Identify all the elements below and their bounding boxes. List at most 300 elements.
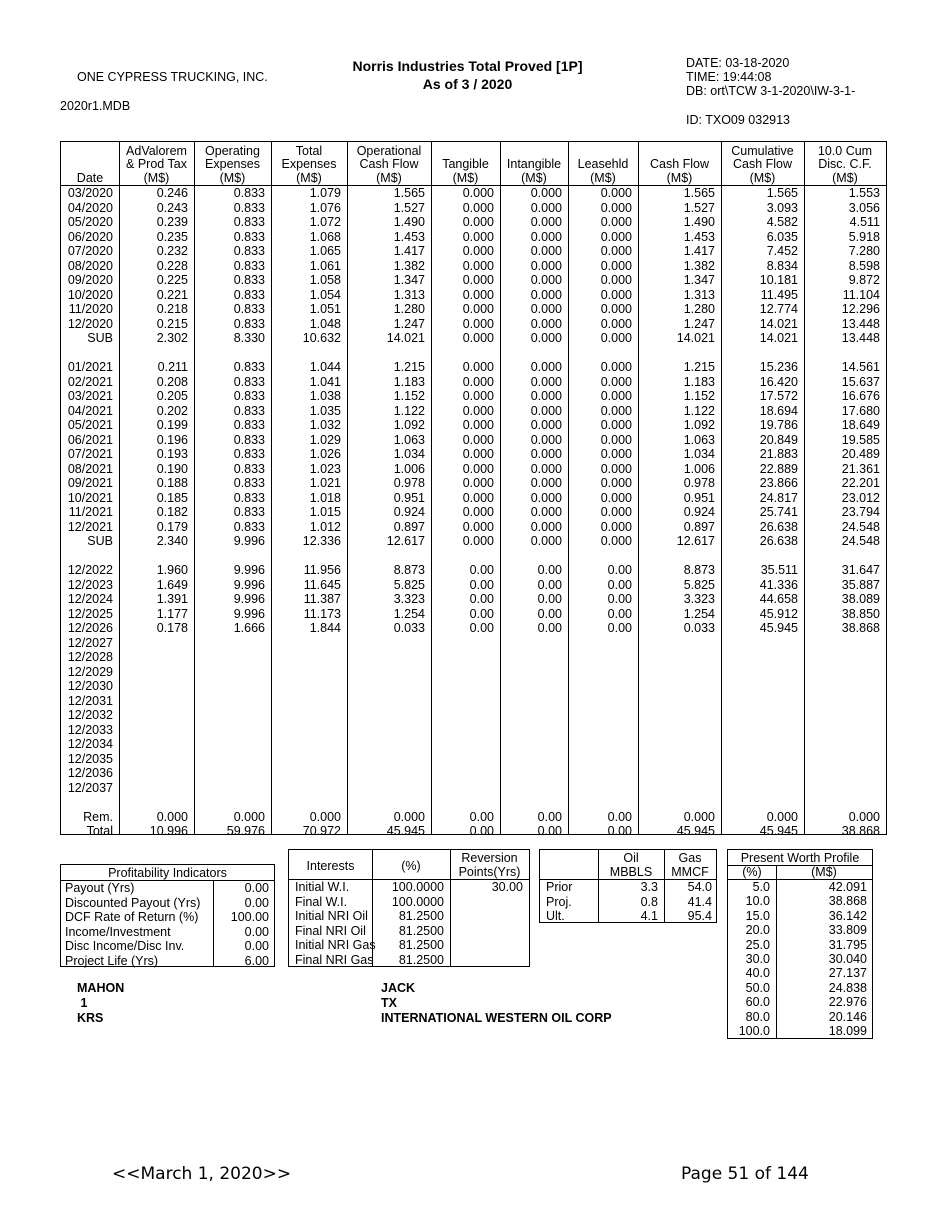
column-header-line: (M$) xyxy=(143,170,170,185)
present-worth-title: Present Worth Profile xyxy=(740,851,860,865)
value-cell: 0.000 xyxy=(600,273,632,287)
present-worth-value: 42.091 xyxy=(828,880,867,894)
table-row xyxy=(61,491,886,506)
value-cell: 0.228 xyxy=(156,258,188,273)
value-cell: 0.000 xyxy=(156,809,188,824)
value-cell: 0.833 xyxy=(233,519,265,534)
column-divider xyxy=(500,142,501,834)
value-cell: 45.945 xyxy=(676,824,715,838)
value-cell: 7.280 xyxy=(848,244,880,258)
date-cell: 12/2031 xyxy=(67,693,113,708)
table-row xyxy=(61,694,886,709)
value-cell: 9.996 xyxy=(233,577,265,592)
value-cell: 0.000 xyxy=(462,302,494,316)
value-cell: 0.000 xyxy=(600,389,632,403)
discount-rate: 5.0 xyxy=(752,880,770,894)
value-cell: 1.044 xyxy=(309,360,341,374)
profitability-title: Profitability Indicators xyxy=(108,866,227,880)
oil-header-line: MBBLS xyxy=(609,865,653,879)
table-row xyxy=(61,621,886,636)
value-cell: 0.239 xyxy=(156,215,188,229)
discount-rate: 40.0 xyxy=(745,966,770,981)
value-cell: 0.00 xyxy=(607,824,632,838)
value-cell: 1.254 xyxy=(683,606,715,621)
value-cell: 3.323 xyxy=(393,592,425,606)
value-cell: 1.015 xyxy=(309,505,341,519)
value-cell: 0.00 xyxy=(607,577,632,592)
value-cell: 0.000 xyxy=(530,519,562,534)
value-cell: 22.889 xyxy=(759,461,798,476)
date-cell: 12/2022 xyxy=(67,563,113,577)
value-cell: 1.417 xyxy=(683,244,715,258)
value-cell: 12.296 xyxy=(841,302,880,316)
date-cell: 11/2020 xyxy=(68,302,113,316)
gas-value: 41.4 xyxy=(687,894,712,909)
value-cell: 1.054 xyxy=(309,287,341,302)
value-cell: 0.833 xyxy=(233,258,265,273)
value-cell: 11.104 xyxy=(842,287,880,302)
value-cell: 38.868 xyxy=(841,621,880,635)
value-cell: 1.177 xyxy=(156,606,188,621)
value-cell: 1.565 xyxy=(766,186,798,200)
table-row xyxy=(61,273,886,288)
value-cell: 0.246 xyxy=(156,186,188,200)
reserve-label: Prior xyxy=(546,880,573,894)
table-row xyxy=(61,636,886,651)
report-title xyxy=(330,57,605,93)
value-cell: 0.833 xyxy=(233,316,265,331)
database-file: 2020r1.MDB xyxy=(60,99,131,113)
table-row xyxy=(61,723,886,738)
value-cell: 21.361 xyxy=(841,461,880,476)
discount-rate: 10.0 xyxy=(745,894,770,909)
subtotal-row xyxy=(61,534,886,549)
value-cell: 1.347 xyxy=(683,273,715,287)
value-cell: 1.079 xyxy=(309,186,341,200)
value-cell: 26.638 xyxy=(759,519,798,534)
value-cell: 1.565 xyxy=(393,186,425,200)
value-cell: 0.243 xyxy=(156,200,188,215)
date-cell: 04/2021 xyxy=(67,403,113,418)
discount-rate: 80.0 xyxy=(745,1009,770,1024)
value-cell: 44.658 xyxy=(759,592,798,606)
value-cell: 1.061 xyxy=(309,258,341,273)
value-cell: 9.872 xyxy=(848,273,880,287)
value-cell: 16.676 xyxy=(841,389,880,403)
value-cell: 0.000 xyxy=(600,331,632,345)
value-cell: 6.035 xyxy=(766,229,798,244)
value-cell: 0.000 xyxy=(462,229,494,244)
value-cell: 0.833 xyxy=(233,360,265,374)
value-cell: 0.00 xyxy=(607,563,632,577)
value-cell: 1.527 xyxy=(393,200,425,215)
value-cell: 1.417 xyxy=(393,244,425,258)
value-cell: 19.585 xyxy=(841,432,880,447)
table-row xyxy=(61,215,886,230)
value-cell: 0.000 xyxy=(530,244,562,258)
page-number: Page 51 of 144 xyxy=(681,1164,809,1184)
value-cell: 16.420 xyxy=(759,374,798,389)
column-header-line xyxy=(464,145,467,159)
remaining-row xyxy=(61,810,886,825)
column-header-line: & Prod Tax xyxy=(126,157,187,171)
report-date: DATE: 03-18-2020 xyxy=(686,56,790,70)
value-cell: 24.548 xyxy=(841,519,880,534)
column-header-line: (M$) xyxy=(832,170,858,185)
value-cell: 1.215 xyxy=(683,360,715,374)
table-row xyxy=(61,737,886,752)
column-header-line: (M$) xyxy=(452,170,479,185)
value-cell: 0.833 xyxy=(233,389,265,403)
value-cell: 26.638 xyxy=(759,534,798,548)
discount-rate: 20.0 xyxy=(745,923,770,938)
date-cell: 01/2021 xyxy=(67,360,113,374)
value-cell: 0.232 xyxy=(156,244,188,258)
value-cell: 15.236 xyxy=(759,360,798,374)
value-cell: 0.00 xyxy=(607,621,632,635)
value-cell: 14.561 xyxy=(841,360,880,374)
value-cell: 10.996 xyxy=(149,824,188,838)
value-cell: 0.000 xyxy=(530,258,562,273)
value-cell: 24.817 xyxy=(759,490,798,505)
value-cell: 0.833 xyxy=(233,432,265,447)
interest-percent: 81.2500 xyxy=(398,909,444,923)
report-time: TIME: 19:44:08 xyxy=(686,70,772,84)
date-cell: 12/2021 xyxy=(67,519,113,534)
value-cell: 0.924 xyxy=(393,505,425,519)
column-header xyxy=(61,143,119,185)
value-cell: 0.000 xyxy=(309,809,341,824)
value-cell: 5.918 xyxy=(848,229,880,244)
value-cell: 1.023 xyxy=(309,461,341,476)
column-header-line: Expenses xyxy=(281,157,337,171)
date-cell: Rem. xyxy=(83,809,113,824)
value-cell: 0.00 xyxy=(607,592,632,606)
value-cell: 5.825 xyxy=(683,577,715,592)
value-cell: 1.092 xyxy=(683,418,715,432)
county: JACK xyxy=(381,981,416,995)
value-cell: 1.152 xyxy=(683,389,715,403)
gas-header xyxy=(664,851,716,879)
value-cell: 1.012 xyxy=(309,519,341,534)
total-row xyxy=(61,824,886,839)
table-row xyxy=(61,259,886,274)
value-cell: 0.000 xyxy=(683,809,715,824)
column-header-line: Cumulative xyxy=(731,143,794,158)
value-cell: 0.897 xyxy=(683,519,715,534)
present-worth-value: 22.976 xyxy=(828,995,867,1010)
indicator-value: 100.00 xyxy=(230,910,269,924)
value-cell: 11.645 xyxy=(303,577,341,592)
value-cell: 4.511 xyxy=(849,215,880,229)
date-cell: 12/2026 xyxy=(67,621,113,635)
operator: INTERNATIONAL WESTERN OIL CORP xyxy=(381,1011,612,1025)
value-cell: 1.018 xyxy=(309,490,341,505)
value-cell: 0.00 xyxy=(537,621,562,635)
value-cell: 70.972 xyxy=(302,824,341,838)
value-cell: 20.849 xyxy=(759,432,798,447)
value-cell: 35.511 xyxy=(760,563,798,577)
reserve-category: KRS xyxy=(77,1011,104,1025)
date-cell: 12/2037 xyxy=(67,780,113,795)
date-cell: 06/2020 xyxy=(67,229,113,244)
interest-percent: 81.2500 xyxy=(398,938,444,952)
table-row xyxy=(61,607,886,622)
value-cell: 0.833 xyxy=(233,244,265,258)
value-cell: 0.000 xyxy=(600,534,632,548)
value-cell: 8.834 xyxy=(766,258,798,273)
value-cell: 2.302 xyxy=(156,331,188,345)
interest-percent: 81.2500 xyxy=(398,923,444,938)
value-cell: 0.211 xyxy=(157,360,188,374)
date-cell: 12/2035 xyxy=(67,751,113,766)
value-cell: 31.647 xyxy=(841,563,880,577)
profitability-indicators-table xyxy=(60,864,275,967)
value-cell: 1.183 xyxy=(393,374,425,389)
value-cell: 0.000 xyxy=(462,432,494,447)
present-worth-value: 38.868 xyxy=(828,894,867,909)
value-cell: 0.000 xyxy=(530,302,562,316)
value-cell: 0.033 xyxy=(683,621,715,635)
value-cell: 1.051 xyxy=(309,302,341,316)
value-cell: 4.582 xyxy=(766,215,798,229)
discount-rate: 100.0 xyxy=(738,1024,770,1038)
date-cell: 03/2021 xyxy=(67,389,113,403)
value-cell: 59.976 xyxy=(226,824,265,838)
value-cell: 0.924 xyxy=(683,505,715,519)
present-worth-value: 24.838 xyxy=(828,980,867,995)
report-title-line: Norris Industries Total Proved [1P] xyxy=(352,58,583,74)
value-cell: 0.000 xyxy=(530,432,562,447)
value-cell: 0.00 xyxy=(537,824,562,838)
indicator-label: DCF Rate of Return (%) xyxy=(65,910,199,924)
value-cell: 1.666 xyxy=(233,621,265,635)
column-header xyxy=(721,143,804,185)
discount-rate: 50.0 xyxy=(745,980,770,995)
date-cell: 12/2033 xyxy=(67,722,113,737)
date-cell: 10/2020 xyxy=(67,287,113,302)
value-cell: 0.190 xyxy=(156,461,188,476)
value-cell: 7.452 xyxy=(766,244,798,258)
gas-header-line: Gas xyxy=(678,851,702,865)
value-cell: 0.188 xyxy=(156,476,188,490)
date-cell: 12/2023 xyxy=(67,577,113,592)
value-cell: 0.185 xyxy=(156,490,188,505)
value-cell: 38.850 xyxy=(841,606,880,621)
date-cell: 12/2029 xyxy=(67,664,113,679)
table-row xyxy=(61,462,886,477)
value-cell: 1.072 xyxy=(309,215,341,229)
interest-percent: 81.2500 xyxy=(398,952,444,967)
value-cell: 0.000 xyxy=(530,461,562,476)
percent-header: (%) xyxy=(401,859,421,873)
value-cell: 0.833 xyxy=(233,418,265,432)
value-cell: 0.000 xyxy=(600,200,632,215)
interest-percent: 100.0000 xyxy=(391,880,444,894)
value-cell: 0.000 xyxy=(600,490,632,505)
table-row xyxy=(61,186,886,201)
value-cell: 1.122 xyxy=(393,403,425,418)
reserves-table xyxy=(539,849,717,923)
value-cell: 0.000 xyxy=(600,374,632,389)
value-cell: 1.063 xyxy=(393,432,425,447)
value-cell: 0.000 xyxy=(600,186,632,200)
value-cell: 0.000 xyxy=(393,809,425,824)
column-header xyxy=(500,143,568,185)
value-cell: 1.527 xyxy=(683,200,715,215)
date-cell: 12/2027 xyxy=(67,635,113,650)
value-cell: 0.00 xyxy=(469,606,494,621)
value-cell: 1.391 xyxy=(156,592,188,606)
value-cell: 2.340 xyxy=(156,534,188,548)
value-cell: 0.205 xyxy=(156,389,188,403)
value-cell: 17.572 xyxy=(759,389,798,403)
value-cell: 0.225 xyxy=(156,273,188,287)
value-cell: 12.617 xyxy=(676,534,715,548)
indicator-value: 0.00 xyxy=(244,924,269,939)
value-cell: 9.996 xyxy=(233,534,265,548)
value-cell: 0.199 xyxy=(156,418,188,432)
value-cell: 45.945 xyxy=(759,621,798,635)
value-cell: 1.280 xyxy=(683,302,715,316)
value-cell: 11.173 xyxy=(303,606,341,621)
value-cell: 0.000 xyxy=(462,186,494,200)
value-cell: 1.065 xyxy=(309,244,341,258)
well-number: 1 xyxy=(77,996,88,1010)
date-cell: 12/2020 xyxy=(67,316,113,331)
reserve-label: Ult. xyxy=(546,909,565,923)
group-spacer xyxy=(61,549,886,564)
value-cell: 8.873 xyxy=(393,563,425,577)
indicator-label: Income/Investment xyxy=(65,924,171,939)
value-cell: 12.774 xyxy=(759,302,798,316)
value-cell: 0.000 xyxy=(600,519,632,534)
group-spacer xyxy=(61,795,886,810)
value-cell: 1.152 xyxy=(393,389,425,403)
value-cell: 0.000 xyxy=(600,229,632,244)
value-cell: 0.833 xyxy=(233,215,265,229)
column-header-line: AdValorem xyxy=(126,143,187,158)
value-cell: 0.951 xyxy=(393,490,425,505)
value-cell: 1.382 xyxy=(393,258,425,273)
value-cell: 14.021 xyxy=(759,316,798,331)
value-cell: 0.000 xyxy=(462,534,494,548)
reserve-label: Proj. xyxy=(546,894,572,909)
value-cell: 23.866 xyxy=(759,476,798,490)
value-cell: 0.000 xyxy=(462,287,494,302)
value-cell: 38.868 xyxy=(841,824,880,838)
value-cell: 0.000 xyxy=(530,389,562,403)
column-header-line xyxy=(88,158,91,172)
discount-rate: 25.0 xyxy=(745,937,770,952)
column-header-line: (M$) xyxy=(666,170,693,185)
column-header-line xyxy=(678,145,681,159)
value-cell: 1.453 xyxy=(393,229,425,244)
present-worth-value: 27.137 xyxy=(828,966,867,981)
value-cell: 0.000 xyxy=(600,432,632,447)
column-header-line xyxy=(532,145,535,159)
column-header xyxy=(568,143,638,185)
gas-value: 54.0 xyxy=(687,880,712,894)
date-cell: 08/2021 xyxy=(67,461,113,476)
value-cell: 41.336 xyxy=(759,577,798,592)
interest-label: Final W.I. xyxy=(295,894,348,909)
value-cell: 21.883 xyxy=(759,447,798,461)
date-cell: 12/2030 xyxy=(67,679,113,693)
value-cell: 0.00 xyxy=(607,809,632,824)
date-cell: Total xyxy=(86,824,113,838)
value-cell: 19.786 xyxy=(759,418,798,432)
value-cell: 0.000 xyxy=(600,316,632,331)
column-header xyxy=(431,143,500,185)
value-cell: 1.032 xyxy=(309,418,341,432)
value-cell: 8.598 xyxy=(848,258,880,273)
value-cell: 0.833 xyxy=(233,476,265,490)
date-cell: 07/2020 xyxy=(67,244,113,258)
date-cell: 09/2021 xyxy=(67,476,113,490)
gas-header-line: MMCF xyxy=(671,865,709,879)
value-cell: 0.000 xyxy=(462,244,494,258)
value-cell: 1.254 xyxy=(393,606,425,621)
group-spacer xyxy=(61,346,886,361)
date-cell: 06/2021 xyxy=(67,432,113,447)
value-cell: 1.490 xyxy=(683,215,715,229)
value-cell: 1.092 xyxy=(393,418,425,432)
value-cell: 0.833 xyxy=(233,505,265,519)
value-cell: 1.063 xyxy=(683,432,715,447)
value-cell: 0.202 xyxy=(156,403,188,418)
indicator-value: 0.00 xyxy=(244,939,269,953)
value-cell: 11.956 xyxy=(303,563,341,577)
table-row xyxy=(61,375,886,390)
value-cell: 0.00 xyxy=(469,621,494,635)
value-cell: 0.833 xyxy=(233,447,265,461)
value-cell: 1.034 xyxy=(683,447,715,461)
value-cell: 1.490 xyxy=(393,215,425,229)
value-cell: 0.833 xyxy=(233,461,265,476)
indicator-label: Payout (Yrs) xyxy=(65,881,135,895)
date-cell: 12/2036 xyxy=(67,766,113,780)
footer-date: <<March 1, 2020>> xyxy=(112,1164,292,1184)
value-cell: 0.00 xyxy=(469,563,494,577)
value-cell: 15.637 xyxy=(841,374,880,389)
value-cell: 0.000 xyxy=(530,534,562,548)
value-cell: 12.336 xyxy=(302,534,341,548)
column-header xyxy=(347,143,431,185)
value-cell: 20.489 xyxy=(841,447,880,461)
column-header-line: (M$) xyxy=(296,170,322,185)
value-cell: 1.313 xyxy=(683,287,715,302)
value-cell: 1.034 xyxy=(393,447,425,461)
date-cell: 08/2020 xyxy=(67,258,113,273)
table-row xyxy=(61,389,886,404)
table-row xyxy=(61,665,886,680)
value-cell: 13.448 xyxy=(841,316,880,331)
value-cell: 1.006 xyxy=(393,461,425,476)
value-cell: 9.996 xyxy=(233,592,265,606)
value-cell: 0.000 xyxy=(530,403,562,418)
interests-header: Interests xyxy=(306,859,355,873)
discount-rate: 60.0 xyxy=(745,995,770,1010)
date-cell: 12/2028 xyxy=(67,650,113,664)
date-cell: 11/2021 xyxy=(68,505,113,519)
value-cell: 0.178 xyxy=(156,621,188,635)
present-worth-value: 36.142 xyxy=(828,908,867,923)
column-header-line: (M$) xyxy=(219,170,246,185)
column-divider xyxy=(721,142,722,834)
column-header-line: Cash Flow xyxy=(732,157,793,171)
value-cell: 10.181 xyxy=(759,273,798,287)
